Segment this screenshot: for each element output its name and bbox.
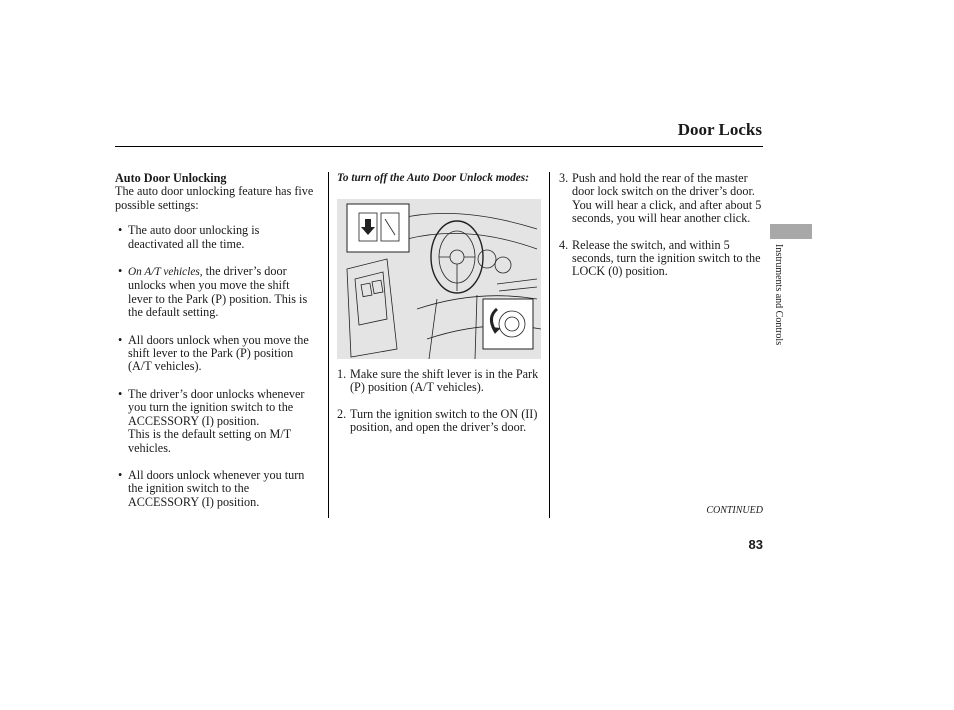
list-item: • The auto door unlocking is deactivated all the time. bbox=[115, 224, 315, 251]
list-item: 2. Turn the ignition switch to the ON (II) position, and open the driver’s door. bbox=[337, 406, 538, 435]
section-heading: Auto Door Unlocking bbox=[115, 171, 227, 185]
column-divider-1 bbox=[328, 172, 329, 518]
page-title: Door Locks bbox=[677, 120, 762, 139]
door-lock-illustration bbox=[337, 199, 541, 359]
title-rule bbox=[115, 146, 763, 147]
column-turn-off-procedure bbox=[337, 172, 542, 448]
list-item: • On A/T vehicles, the driver’s door unlocks when you move the shift lever to the Park (P) position. This is the default setting. bbox=[115, 265, 315, 320]
vehicle-type-label: On A/T vehicles, bbox=[128, 266, 203, 279]
list-item: • All doors unlock whenever you turn the ignition switch to the ACCESSORY (I) position. bbox=[115, 469, 315, 509]
procedure-subheading: To turn off the Auto Door Unlock modes: bbox=[337, 172, 529, 184]
settings-list bbox=[115, 224, 315, 509]
column-procedure-continued bbox=[559, 172, 764, 292]
page-number: 83 bbox=[748, 537, 763, 552]
section-tab bbox=[770, 224, 812, 239]
column-divider-2 bbox=[549, 172, 550, 518]
list-item: • The driver’s door unlocks whenever you turn the ignition switch to the ACCESSORY (I) position. This is the default setting on M/T vehicles. bbox=[115, 388, 315, 455]
section-intro: The auto door unlocking feature has five possible settings: bbox=[115, 184, 314, 212]
list-item: • All doors unlock when you move the shift lever to the Park (P) position (A/T vehicles). bbox=[115, 334, 315, 374]
list-item: 4. Release the switch, and within 5 seconds, turn the ignition switch to the LOCK (0) position. bbox=[559, 237, 761, 279]
procedure-steps-2 bbox=[559, 172, 764, 279]
column-auto-door-unlocking bbox=[115, 172, 315, 523]
car-interior-drawing bbox=[337, 199, 541, 359]
list-item: 3. Push and hold the rear of the master door lock switch on the driver’s door. You will hear a click, and after about 5 seconds, you will hear another click. bbox=[559, 171, 762, 226]
procedure-steps-1 bbox=[337, 368, 542, 435]
continued-label: CONTINUED bbox=[706, 505, 763, 516]
list-item: 1. Make sure the shift lever is in the Park (P) position (A/T vehicles). bbox=[337, 367, 539, 395]
section-side-label: Instruments and Controls bbox=[773, 244, 784, 346]
